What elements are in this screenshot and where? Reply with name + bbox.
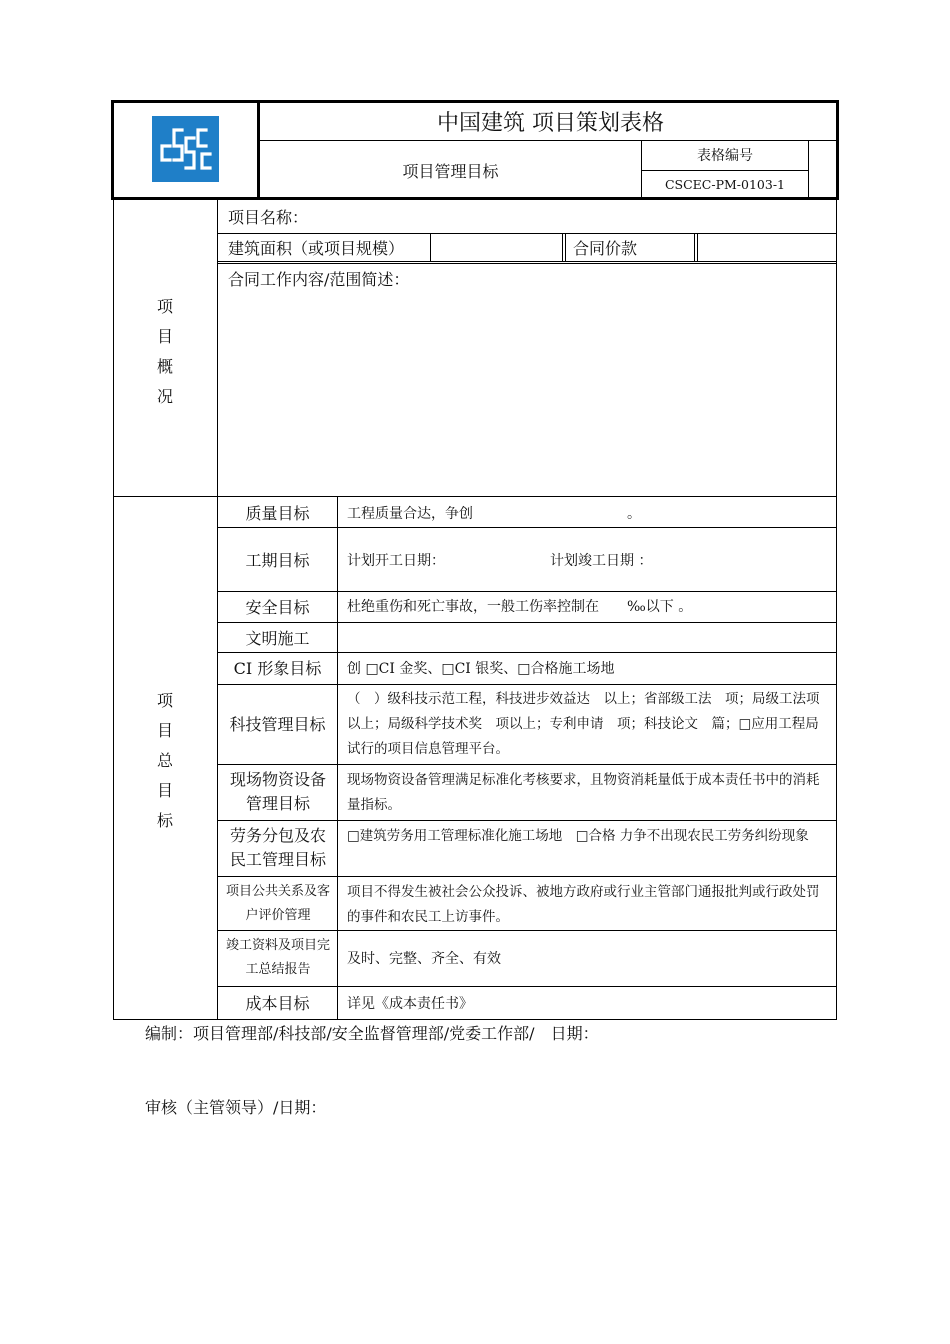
quality-goal-content[interactable]: 工程质量合达，争创 。 [347, 506, 641, 522]
building-area-label: 建筑面积（或项目规模） [228, 239, 405, 258]
goals-label-char: 总 [156, 751, 173, 770]
scope-label: 合同工作内容/范围简述： [228, 270, 410, 289]
building-area-value[interactable] [436, 241, 556, 257]
quality-goal-label: 质量目标 [245, 504, 310, 523]
contract-price-value[interactable] [703, 241, 828, 257]
form-subtitle: 项目管理目标 [402, 162, 499, 181]
civilized-construction-content[interactable] [347, 631, 827, 645]
cost-goal-label: 成本目标 [245, 994, 310, 1013]
tech-management-goal-label: 科技管理目标 [229, 715, 326, 734]
prepared-by: 编制：项目管理部/科技部/安全监督管理部/党委工作部/ 日期： [145, 1024, 599, 1043]
form-title: 中国建筑 项目策划表格 [437, 111, 664, 136]
overview-label-char: 概 [156, 357, 173, 376]
tech-management-goal-content[interactable]: （ ）级科技示范工程，科技进步效益达 以上；省部级工法 项；局级工法项以上；局级科学技术奖 项以上；专利申请 项；科技论文 篇；□应用工程局试行的项目信息管理平台。 [347, 691, 820, 757]
materials-goal-label: 现场物资设备管理目标 [229, 770, 326, 813]
safety-goal-label: 安全目标 [245, 598, 310, 617]
form-number-label: 表格编号 [697, 148, 753, 164]
goals-label-char: 目 [156, 781, 173, 800]
ci-image-goal-content[interactable]: 创 □CI 金奖、□CI 银奖、□合格施工场地 [347, 661, 615, 677]
review-signoff: 审核（主管领导）/日期： [145, 1098, 327, 1117]
company-logo [152, 116, 219, 182]
overview-label-char: 况 [156, 387, 173, 406]
project-name-label: 项目名称： [228, 208, 309, 227]
cost-goal-content[interactable]: 详见《成本责任书》 [347, 996, 473, 1012]
cscec-logo-icon [152, 116, 219, 182]
overview-section-label [150, 292, 180, 412]
contract-price-label: 合同价款 [573, 239, 638, 258]
completion-report-goal-label: 竣工资料及项目完工总结报告 [225, 938, 330, 977]
materials-goal-content[interactable]: 现场物资设备管理满足标准化考核要求，且物资消耗量低于成本责任书中的消耗量指标。 [347, 772, 820, 813]
public-relations-goal-content[interactable]: 项目不得发生被社会公众投诉、被地方政府或行业主管部门通报批判或行政处罚的事件和农民工上访事件。 [347, 884, 820, 925]
overview-label-char: 项 [156, 297, 173, 316]
public-relations-goal-label: 项目公共关系及客户评价管理 [225, 884, 330, 923]
labor-goal-label: 劳务分包及农民工管理目标 [229, 826, 326, 869]
form-number-value: CSCEC-PM-0103-1 [664, 177, 786, 192]
goals-label-char: 标 [156, 811, 173, 830]
schedule-goal-content[interactable]: 计划开工日期： 计划竣工日期 ： [347, 553, 653, 569]
ci-image-goal-label: CI 形象目标 [233, 659, 322, 678]
goals-section-label [150, 686, 180, 836]
goals-label-char: 项 [156, 691, 173, 710]
civilized-construction-label: 文明施工 [245, 629, 310, 648]
goals-label-char: 目 [156, 721, 173, 740]
completion-report-goal-content[interactable]: 及时、完整、齐全、有效 [347, 951, 501, 967]
schedule-goal-label: 工期目标 [245, 551, 310, 570]
labor-goal-content[interactable]: □建筑劳务用工管理标准化施工场地 □合格 力争不出现农民工劳务纠纷现象 [347, 828, 809, 844]
safety-goal-content[interactable]: 杜绝重伤和死亡事故，一般工伤率控制在 ‰以下 。 [347, 599, 693, 615]
overview-label-char: 目 [156, 327, 173, 346]
